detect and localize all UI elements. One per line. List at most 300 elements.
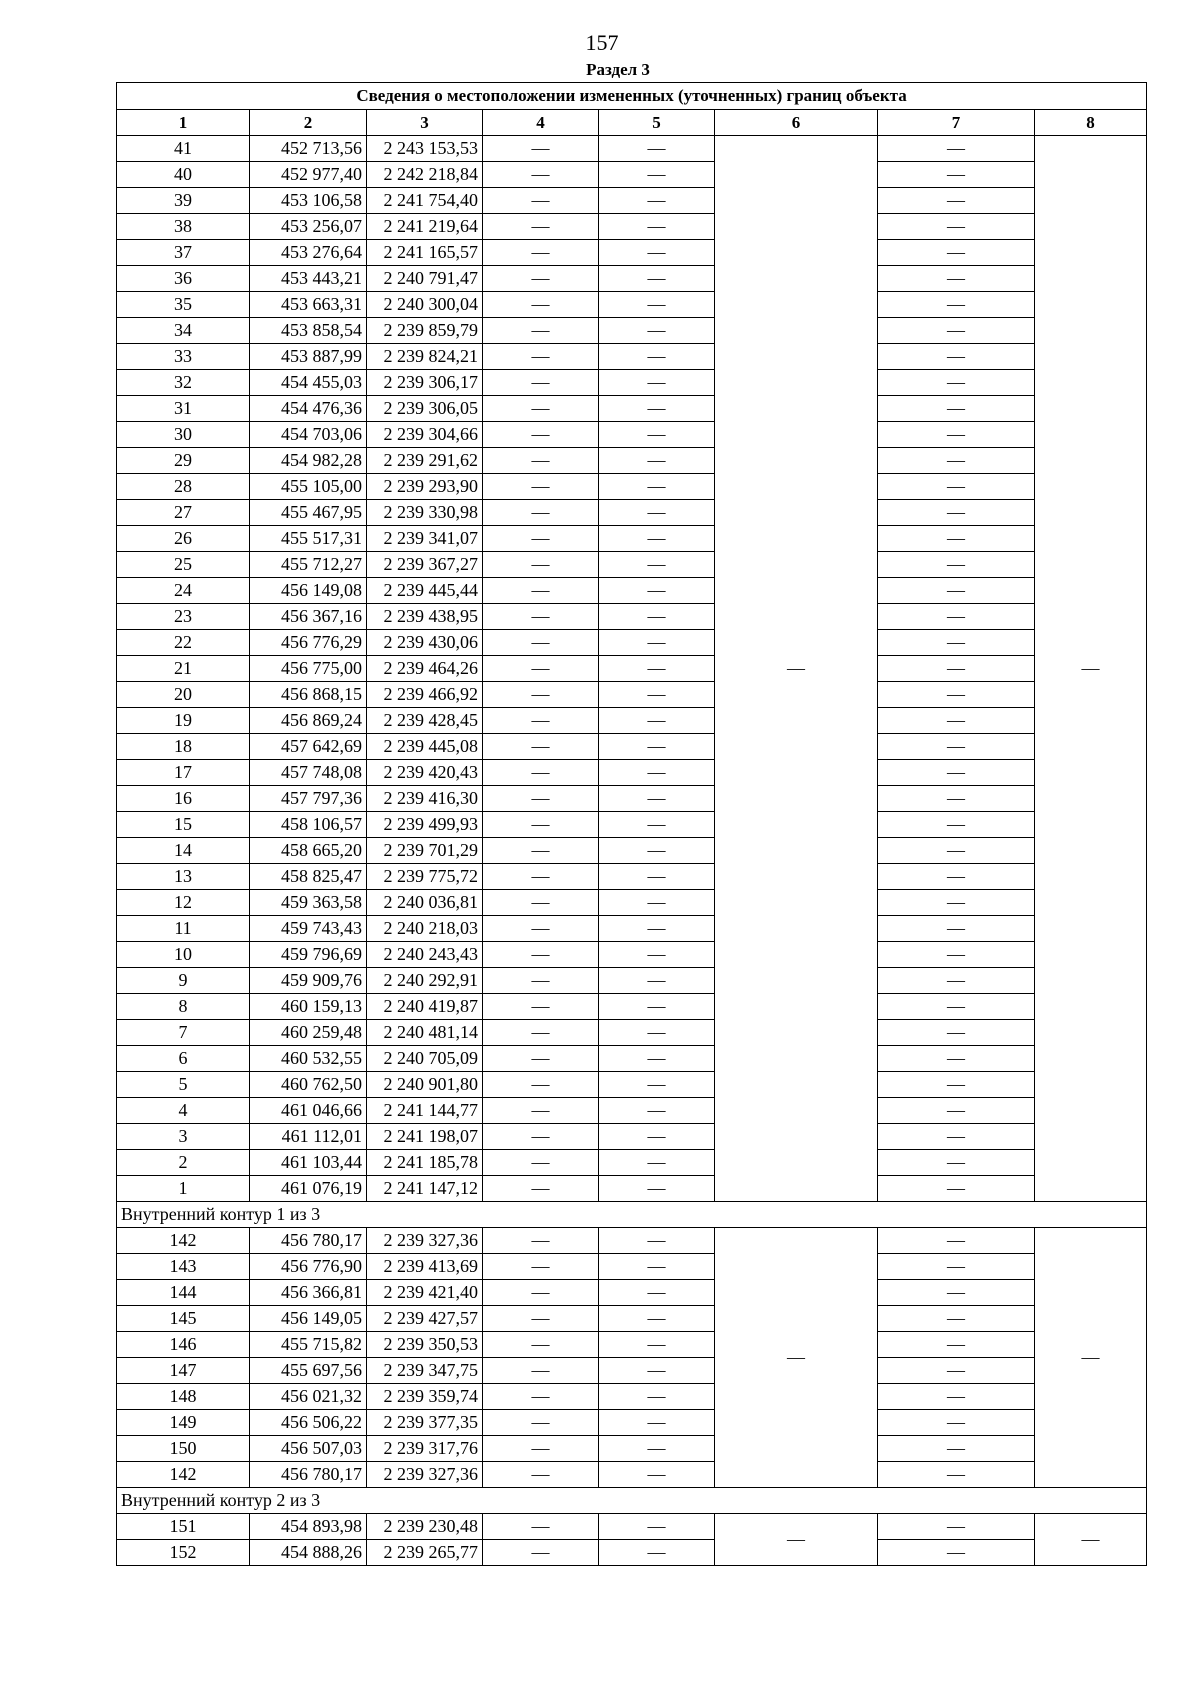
column-4-value: —: [483, 1254, 599, 1280]
table-row: [117, 552, 1147, 578]
column-4-value: —: [483, 1436, 599, 1462]
column-4-value: —: [483, 1020, 599, 1046]
column-4-value: —: [483, 1514, 599, 1540]
column-7-value: —: [878, 1254, 1035, 1280]
point-number: 14: [117, 838, 250, 864]
table-row: [117, 1358, 1147, 1384]
column-4-value: —: [483, 1072, 599, 1098]
column-7-value: —: [878, 162, 1035, 188]
point-number: 22: [117, 630, 250, 656]
column-7-value: —: [878, 1410, 1035, 1436]
coordinate-y: 2 241 219,64: [367, 214, 483, 240]
column-5-value: —: [599, 526, 715, 552]
point-number: 32: [117, 370, 250, 396]
column-4-value: —: [483, 266, 599, 292]
table-row: [117, 968, 1147, 994]
column-7-value: —: [878, 474, 1035, 500]
point-number: 20: [117, 682, 250, 708]
column-4-value: —: [483, 448, 599, 474]
coordinate-y: 2 239 265,77: [367, 1540, 483, 1566]
table-row: [117, 942, 1147, 968]
coordinate-x: 453 858,54: [250, 318, 367, 344]
point-number: 145: [117, 1306, 250, 1332]
coordinate-y: 2 239 466,92: [367, 682, 483, 708]
coordinate-y: 2 239 499,93: [367, 812, 483, 838]
table-row: [117, 344, 1147, 370]
coordinate-x: 453 256,07: [250, 214, 367, 240]
column-7-value: —: [878, 838, 1035, 864]
point-number: 16: [117, 786, 250, 812]
table-row: [117, 1462, 1147, 1488]
coordinate-y: 2 239 421,40: [367, 1280, 483, 1306]
column-7-value: —: [878, 1384, 1035, 1410]
column-5-value: —: [599, 1124, 715, 1150]
column-7-value: —: [878, 734, 1035, 760]
column-7-value: —: [878, 786, 1035, 812]
coordinate-x: 460 159,13: [250, 994, 367, 1020]
column-5-value: —: [599, 1332, 715, 1358]
table-row: [117, 1020, 1147, 1046]
column-4-value: —: [483, 552, 599, 578]
column-7-value: —: [878, 526, 1035, 552]
coordinate-y: 2 239 304,66: [367, 422, 483, 448]
point-number: 11: [117, 916, 250, 942]
coordinate-x: 456 506,22: [250, 1410, 367, 1436]
point-number: 1: [117, 1176, 250, 1202]
column-7-value: —: [878, 1098, 1035, 1124]
column-7-value: —: [878, 214, 1035, 240]
coordinate-x: 461 112,01: [250, 1124, 367, 1150]
column-4-value: —: [483, 344, 599, 370]
column-5-value: —: [599, 1020, 715, 1046]
column-5-value: —: [599, 1072, 715, 1098]
coordinate-x: 460 259,48: [250, 1020, 367, 1046]
column-7-value: —: [878, 1358, 1035, 1384]
column-7-value: —: [878, 682, 1035, 708]
coordinate-x: 459 363,58: [250, 890, 367, 916]
coordinate-x: 456 149,05: [250, 1306, 367, 1332]
coordinate-x: 453 106,58: [250, 188, 367, 214]
coordinate-y: 2 240 481,14: [367, 1020, 483, 1046]
coordinate-y: 2 239 317,76: [367, 1436, 483, 1462]
column-5-value: —: [599, 344, 715, 370]
column-4-value: —: [483, 214, 599, 240]
column-7-value: —: [878, 448, 1035, 474]
point-number: 5: [117, 1072, 250, 1098]
column-4-value: —: [483, 136, 599, 162]
table-row: [117, 864, 1147, 890]
coordinate-x: 459 796,69: [250, 942, 367, 968]
column-4-value: —: [483, 1384, 599, 1410]
column-7-value: —: [878, 552, 1035, 578]
coordinate-y: 2 239 359,74: [367, 1384, 483, 1410]
column-4-value: —: [483, 1410, 599, 1436]
column-4-value: —: [483, 526, 599, 552]
point-number: 142: [117, 1228, 250, 1254]
coordinate-x: 459 909,76: [250, 968, 367, 994]
column-8-value: —: [1035, 1228, 1147, 1488]
table-body: [117, 83, 1147, 1566]
column-7-value: —: [878, 1514, 1035, 1540]
table-row: [117, 188, 1147, 214]
column-5-value: —: [599, 1514, 715, 1540]
table-row: [117, 474, 1147, 500]
point-number: 27: [117, 500, 250, 526]
column-4-value: —: [483, 1332, 599, 1358]
column-5-value: —: [599, 968, 715, 994]
column-6-value: —: [715, 136, 878, 1202]
point-number: 144: [117, 1280, 250, 1306]
point-number: 26: [117, 526, 250, 552]
coordinate-x: 457 642,69: [250, 734, 367, 760]
coordinate-y: 2 239 350,53: [367, 1332, 483, 1358]
column-7-value: —: [878, 968, 1035, 994]
contour-label: Внутренний контур 1 из 3: [117, 1202, 1147, 1228]
coordinate-x: 456 366,81: [250, 1280, 367, 1306]
coordinate-y: 2 239 330,98: [367, 500, 483, 526]
coordinate-x: 453 276,64: [250, 240, 367, 266]
point-number: 3: [117, 1124, 250, 1150]
column-5-value: —: [599, 994, 715, 1020]
point-number: 15: [117, 812, 250, 838]
column-4-value: —: [483, 786, 599, 812]
coordinate-y: 2 239 293,90: [367, 474, 483, 500]
table-row: [117, 890, 1147, 916]
column-4-value: —: [483, 604, 599, 630]
column-7-value: —: [878, 1436, 1035, 1462]
column-5-value: —: [599, 604, 715, 630]
column-5-value: —: [599, 266, 715, 292]
coordinate-x: 455 712,27: [250, 552, 367, 578]
column-5-value: —: [599, 136, 715, 162]
column-5-value: —: [599, 1254, 715, 1280]
column-5-value: —: [599, 916, 715, 942]
point-number: 41: [117, 136, 250, 162]
table-row: [117, 760, 1147, 786]
column-4-value: —: [483, 578, 599, 604]
coordinate-x: 458 825,47: [250, 864, 367, 890]
column-5-value: —: [599, 1462, 715, 1488]
coordinate-y: 2 241 198,07: [367, 1124, 483, 1150]
table-row: [117, 994, 1147, 1020]
column-header-1: 1: [117, 110, 250, 136]
column-4-value: —: [483, 188, 599, 214]
coordinate-x: 456 868,15: [250, 682, 367, 708]
table-row: [117, 1098, 1147, 1124]
column-8-value: —: [1035, 1514, 1147, 1566]
column-4-value: —: [483, 292, 599, 318]
coordinate-y: 2 240 036,81: [367, 890, 483, 916]
point-number: 18: [117, 734, 250, 760]
point-number: 149: [117, 1410, 250, 1436]
column-4-value: —: [483, 760, 599, 786]
column-header-2: 2: [250, 110, 367, 136]
column-7-value: —: [878, 396, 1035, 422]
coordinate-y: 2 239 230,48: [367, 1514, 483, 1540]
point-number: 152: [117, 1540, 250, 1566]
point-number: 8: [117, 994, 250, 1020]
coordinate-x: 455 715,82: [250, 1332, 367, 1358]
column-4-value: —: [483, 708, 599, 734]
section-title: Раздел 3: [586, 60, 650, 79]
point-number: 17: [117, 760, 250, 786]
table-row: [117, 1046, 1147, 1072]
column-5-value: —: [599, 1150, 715, 1176]
point-number: 40: [117, 162, 250, 188]
column-4-value: —: [483, 630, 599, 656]
coordinate-y: 2 240 419,87: [367, 994, 483, 1020]
coordinate-x: 452 713,56: [250, 136, 367, 162]
coordinate-y: 2 239 306,17: [367, 370, 483, 396]
column-5-value: —: [599, 1410, 715, 1436]
coordinate-y: 2 239 824,21: [367, 344, 483, 370]
column-5-value: —: [599, 656, 715, 682]
column-header-row: [117, 110, 1147, 136]
coordinate-y: 2 239 347,75: [367, 1358, 483, 1384]
coordinate-x: 453 443,21: [250, 266, 367, 292]
coordinate-y: 2 243 153,53: [367, 136, 483, 162]
point-number: 10: [117, 942, 250, 968]
coordinate-y: 2 241 754,40: [367, 188, 483, 214]
table-row: [117, 734, 1147, 760]
table-caption-row: [117, 83, 1147, 110]
contour-label-row: [117, 1488, 1147, 1514]
point-number: 30: [117, 422, 250, 448]
point-number: 31: [117, 396, 250, 422]
column-7-value: —: [878, 890, 1035, 916]
point-number: 39: [117, 188, 250, 214]
coordinate-x: 453 663,31: [250, 292, 367, 318]
column-4-value: —: [483, 500, 599, 526]
coordinate-y: 2 239 291,62: [367, 448, 483, 474]
column-7-value: —: [878, 812, 1035, 838]
coordinate-y: 2 240 901,80: [367, 1072, 483, 1098]
column-4-value: —: [483, 474, 599, 500]
coordinate-y: 2 239 367,27: [367, 552, 483, 578]
column-5-value: —: [599, 1384, 715, 1410]
column-4-value: —: [483, 240, 599, 266]
column-4-value: —: [483, 812, 599, 838]
column-7-value: —: [878, 1462, 1035, 1488]
column-4-value: —: [483, 1124, 599, 1150]
column-5-value: —: [599, 1098, 715, 1124]
column-header-3: 3: [367, 110, 483, 136]
coordinate-x: 455 105,00: [250, 474, 367, 500]
column-7-value: —: [878, 1150, 1035, 1176]
table-row: [117, 656, 1147, 682]
table-row: [117, 162, 1147, 188]
column-4-value: —: [483, 890, 599, 916]
column-4-value: —: [483, 1098, 599, 1124]
coordinate-y: 2 241 185,78: [367, 1150, 483, 1176]
column-7-value: —: [878, 1020, 1035, 1046]
column-7-value: —: [878, 708, 1035, 734]
coordinate-x: 456 367,16: [250, 604, 367, 630]
coordinate-x: 455 517,31: [250, 526, 367, 552]
column-4-value: —: [483, 656, 599, 682]
column-4-value: —: [483, 864, 599, 890]
column-7-value: —: [878, 240, 1035, 266]
point-number: 21: [117, 656, 250, 682]
column-5-value: —: [599, 786, 715, 812]
column-7-value: —: [878, 578, 1035, 604]
point-number: 9: [117, 968, 250, 994]
point-number: 25: [117, 552, 250, 578]
column-7-value: —: [878, 344, 1035, 370]
coordinate-y: 2 239 306,05: [367, 396, 483, 422]
coordinate-y: 2 240 300,04: [367, 292, 483, 318]
column-4-value: —: [483, 1540, 599, 1566]
point-number: 148: [117, 1384, 250, 1410]
table-row: [117, 682, 1147, 708]
column-4-value: —: [483, 370, 599, 396]
column-7-value: —: [878, 604, 1035, 630]
table-row: [117, 500, 1147, 526]
column-5-value: —: [599, 292, 715, 318]
point-number: 37: [117, 240, 250, 266]
table-row: [117, 916, 1147, 942]
column-7-value: —: [878, 1124, 1035, 1150]
column-5-value: —: [599, 318, 715, 344]
table-row: [117, 1176, 1147, 1202]
table-row: [117, 1436, 1147, 1462]
coordinate-x: 454 455,03: [250, 370, 367, 396]
point-number: 35: [117, 292, 250, 318]
column-7-value: —: [878, 292, 1035, 318]
table-row: [117, 578, 1147, 604]
coordinate-y: 2 239 445,08: [367, 734, 483, 760]
coordinate-x: 456 780,17: [250, 1462, 367, 1488]
coordinate-x: 461 103,44: [250, 1150, 367, 1176]
coordinate-y: 2 239 420,43: [367, 760, 483, 786]
column-7-value: —: [878, 942, 1035, 968]
point-number: 24: [117, 578, 250, 604]
coordinate-y: 2 240 243,43: [367, 942, 483, 968]
column-6-value: —: [715, 1514, 878, 1566]
coordinate-y: 2 240 218,03: [367, 916, 483, 942]
column-4-value: —: [483, 994, 599, 1020]
table-row: [117, 1280, 1147, 1306]
column-4-value: —: [483, 682, 599, 708]
point-number: 33: [117, 344, 250, 370]
table-row: [117, 240, 1147, 266]
table-row: [117, 1410, 1147, 1436]
coordinate-x: 459 743,43: [250, 916, 367, 942]
column-7-value: —: [878, 1280, 1035, 1306]
coordinate-y: 2 240 705,09: [367, 1046, 483, 1072]
column-4-value: —: [483, 942, 599, 968]
column-7-value: —: [878, 422, 1035, 448]
page-number: 157: [585, 30, 619, 55]
point-number: 19: [117, 708, 250, 734]
table-row: [117, 1384, 1147, 1410]
point-number: 143: [117, 1254, 250, 1280]
column-5-value: —: [599, 682, 715, 708]
coordinate-x: 456 776,90: [250, 1254, 367, 1280]
coordinate-y: 2 241 165,57: [367, 240, 483, 266]
column-7-value: —: [878, 994, 1035, 1020]
point-number: 12: [117, 890, 250, 916]
table-row: [117, 1514, 1147, 1540]
coordinate-y: 2 239 859,79: [367, 318, 483, 344]
column-5-value: —: [599, 734, 715, 760]
coordinate-y: 2 239 377,35: [367, 1410, 483, 1436]
column-5-value: —: [599, 500, 715, 526]
coordinate-x: 456 775,00: [250, 656, 367, 682]
column-7-value: —: [878, 1176, 1035, 1202]
coordinate-x: 456 149,08: [250, 578, 367, 604]
coordinate-x: 454 893,98: [250, 1514, 367, 1540]
column-4-value: —: [483, 1306, 599, 1332]
column-5-value: —: [599, 1176, 715, 1202]
column-5-value: —: [599, 1228, 715, 1254]
table-row: [117, 1072, 1147, 1098]
coordinate-x: 461 076,19: [250, 1176, 367, 1202]
coordinate-y: 2 241 147,12: [367, 1176, 483, 1202]
column-7-value: —: [878, 656, 1035, 682]
coordinate-y: 2 239 427,57: [367, 1306, 483, 1332]
column-4-value: —: [483, 838, 599, 864]
column-5-value: —: [599, 422, 715, 448]
column-7-value: —: [878, 1072, 1035, 1098]
column-7-value: —: [878, 500, 1035, 526]
column-7-value: —: [878, 630, 1035, 656]
table-row: [117, 838, 1147, 864]
coordinate-x: 458 106,57: [250, 812, 367, 838]
column-5-value: —: [599, 1436, 715, 1462]
point-number: 150: [117, 1436, 250, 1462]
coordinate-y: 2 239 327,36: [367, 1228, 483, 1254]
table-row: [117, 318, 1147, 344]
column-header-6: 6: [715, 110, 878, 136]
column-5-value: —: [599, 630, 715, 656]
point-number: 142: [117, 1462, 250, 1488]
column-4-value: —: [483, 968, 599, 994]
point-number: 6: [117, 1046, 250, 1072]
point-number: 13: [117, 864, 250, 890]
coordinate-x: 456 780,17: [250, 1228, 367, 1254]
column-4-value: —: [483, 162, 599, 188]
column-7-value: —: [878, 1046, 1035, 1072]
coordinate-x: 454 476,36: [250, 396, 367, 422]
coordinate-x: 460 532,55: [250, 1046, 367, 1072]
table-row: [117, 604, 1147, 630]
column-4-value: —: [483, 734, 599, 760]
column-5-value: —: [599, 162, 715, 188]
coordinate-x: 454 888,26: [250, 1540, 367, 1566]
column-header-7: 7: [878, 110, 1035, 136]
column-5-value: —: [599, 448, 715, 474]
column-5-value: —: [599, 474, 715, 500]
table-row: [117, 396, 1147, 422]
coordinate-y: 2 239 413,69: [367, 1254, 483, 1280]
column-5-value: —: [599, 890, 715, 916]
column-4-value: —: [483, 1176, 599, 1202]
column-header-4: 4: [483, 110, 599, 136]
column-6-value: —: [715, 1228, 878, 1488]
coordinate-y: 2 239 430,06: [367, 630, 483, 656]
column-5-value: —: [599, 1280, 715, 1306]
column-5-value: —: [599, 396, 715, 422]
point-number: 28: [117, 474, 250, 500]
column-5-value: —: [599, 864, 715, 890]
column-header-8: 8: [1035, 110, 1147, 136]
coordinate-y: 2 239 341,07: [367, 526, 483, 552]
point-number: 151: [117, 1514, 250, 1540]
coordinate-x: 455 697,56: [250, 1358, 367, 1384]
coordinate-y: 2 240 791,47: [367, 266, 483, 292]
column-5-value: —: [599, 188, 715, 214]
